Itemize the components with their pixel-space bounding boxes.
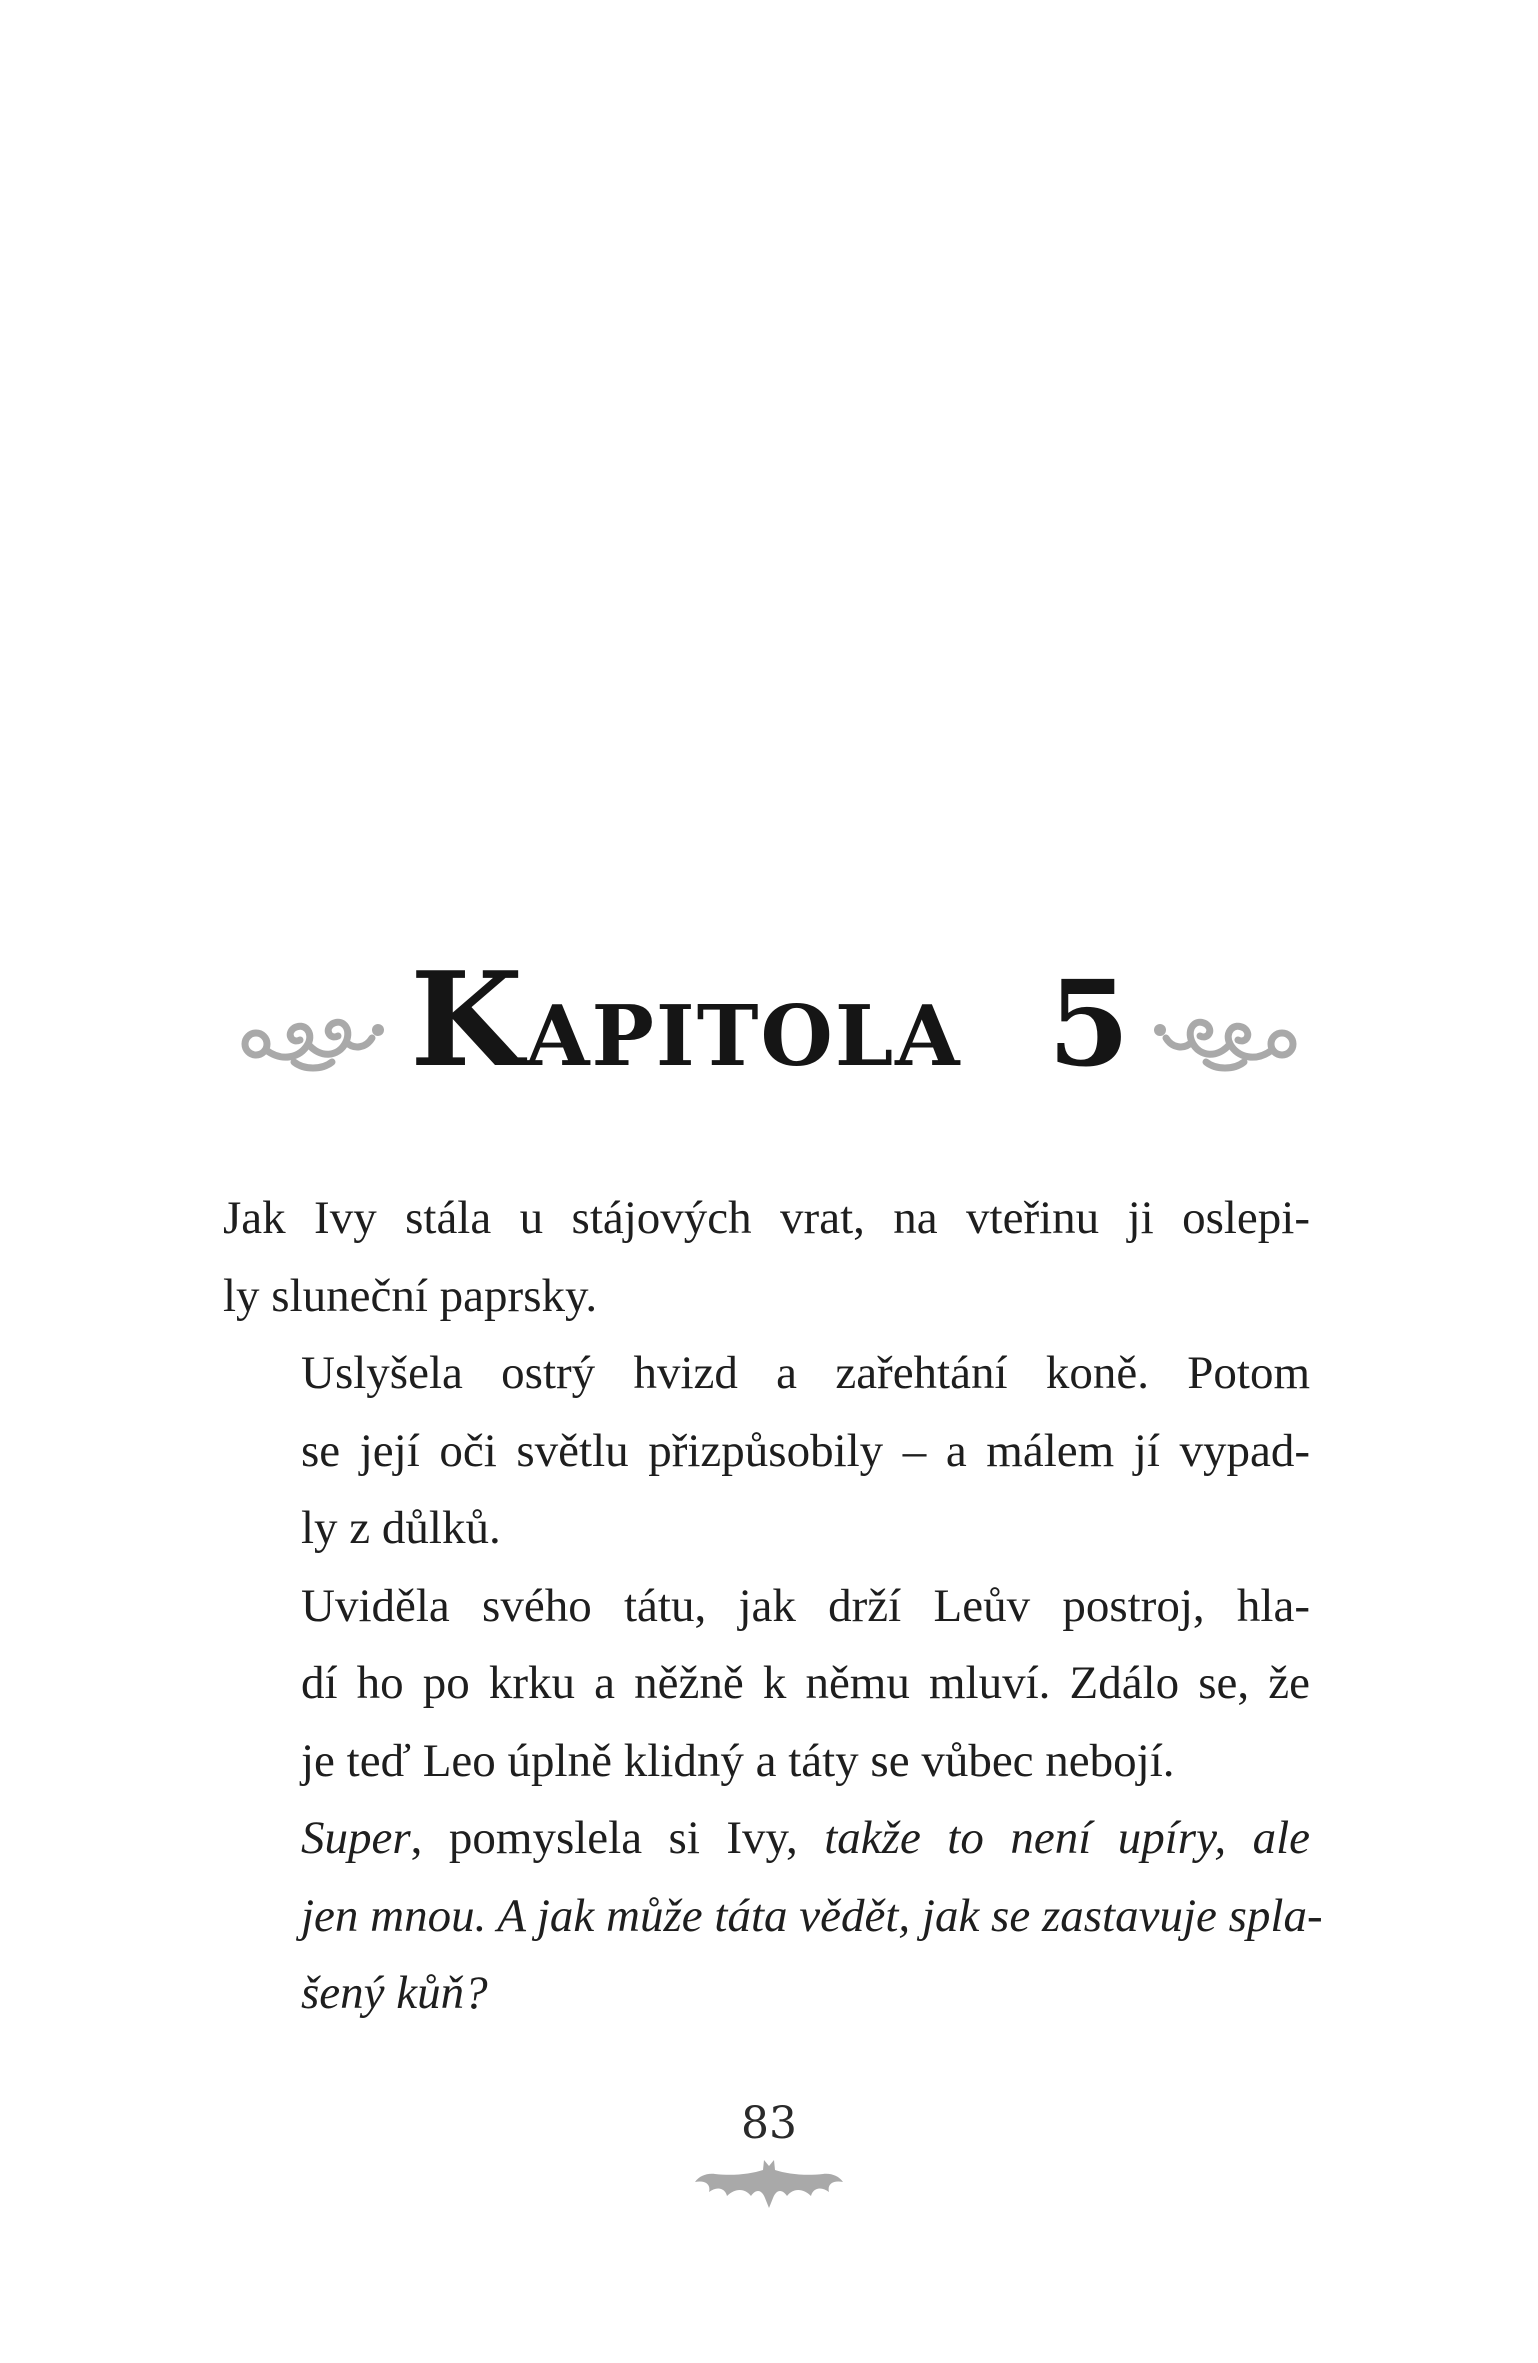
paragraph <box>223 1800 1323 2033</box>
text-segment: šený kůň? <box>301 1967 488 2019</box>
chapter-title-initial: K <box>410 943 526 1096</box>
text-segment: Super <box>301 1812 411 1864</box>
text-line <box>223 1180 1310 1258</box>
chapter-title-word: apitola <box>525 954 962 1093</box>
text-segment: dí ho po krku a něžně k němu mluví. Zdálo se, že <box>301 1657 1310 1709</box>
text-line <box>223 1568 1310 1646</box>
text-segment: takže to není upíry, ale <box>824 1812 1310 1864</box>
text-line <box>223 1955 1310 2033</box>
text-line <box>223 1645 1310 1723</box>
text-line <box>223 1335 1310 1413</box>
bat-icon <box>693 2158 845 2210</box>
text-segment: se její oči světlu přizpůsobily – a málem jí vypad- <box>301 1424 1310 1477</box>
text-line <box>223 1723 1310 1801</box>
chapter-title <box>410 943 1132 1096</box>
text-segment: , pomyslela si Ivy, <box>410 1812 825 1864</box>
paragraph <box>223 1180 1310 1335</box>
text-segment: Jak Ivy stála u stájových vrat, na vteřinu ji oslepi- <box>223 1192 1310 1244</box>
text-segment: jen mnou. A jak může táta vědět, jak se zastavuje spla- <box>301 1889 1323 1942</box>
text-segment: ly sluneční paprsky. <box>223 1269 598 1322</box>
page-number: 83 <box>741 2098 797 2149</box>
paragraph <box>223 1568 1310 1801</box>
text-segment: Uviděla svého tátu, jak drží Leův postroj, hla- <box>301 1579 1310 1632</box>
text-line <box>223 1490 1310 1568</box>
chapter-number: 5 <box>1047 954 1132 1093</box>
paragraph <box>223 1335 1310 1568</box>
text-line <box>223 1800 1310 1878</box>
text-line <box>223 1413 1310 1491</box>
text-segment: ly z důlků. <box>301 1502 501 1554</box>
flourish-left-icon <box>238 992 388 1072</box>
body-text <box>223 1180 1323 2033</box>
chapter-heading <box>0 945 1538 1095</box>
flourish-right-icon <box>1150 992 1300 1072</box>
text-line <box>223 1878 1323 1956</box>
text-line <box>223 1258 1310 1336</box>
text-segment: Uslyšela ostrý hvizd a zařehtání koně. Potom <box>301 1347 1310 1399</box>
text-segment: je teď Leo úplně klidný a táty se vůbec nebojí. <box>301 1734 1175 1787</box>
